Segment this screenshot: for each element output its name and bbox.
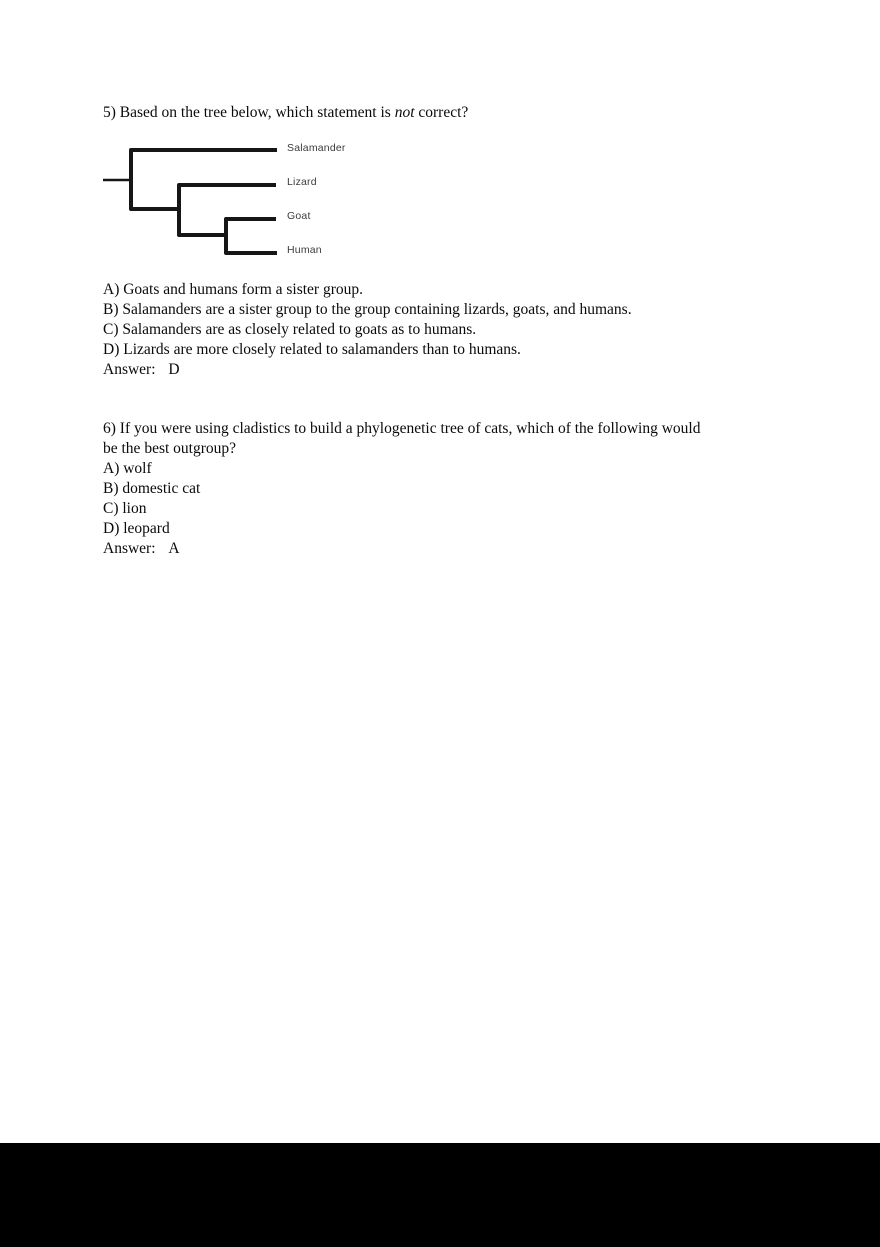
question-5-option-d: D) Lizards are more closely related to salamanders than to humans.	[103, 341, 521, 358]
question-6-prompt-line1: 6) If you were using cladistics to build a phylogenetic tree of cats, which of the following would	[103, 420, 701, 437]
question-6-option-d: D) leopard	[103, 520, 170, 537]
question-6-option-c: C) lion	[103, 500, 147, 517]
tree-label-salamander: Salamander	[287, 142, 346, 154]
question-6-answer-value: A	[168, 540, 180, 557]
tree-label-human: Human	[287, 244, 322, 256]
question-5-answer-label: Answer:	[103, 361, 160, 378]
question-6-answer-label: Answer:	[103, 540, 160, 557]
question-5-option-b: B) Salamanders are a sister group to the group containing lizards, goats, and humans.	[103, 301, 632, 318]
tree-label-lizard: Lizard	[287, 176, 317, 188]
question-5-answer-value: D	[168, 361, 180, 378]
question-5-answer-line	[103, 360, 180, 380]
question-6-option-a: A) wolf	[103, 460, 152, 477]
tree-clade1-bracket	[131, 150, 277, 209]
question-6-answer-line	[103, 539, 180, 559]
question-5-prompt-post: correct?	[414, 104, 469, 121]
tree-label-goat: Goat	[287, 210, 311, 222]
question-5-prompt-pre: 5) Based on the tree below, which statement is	[103, 104, 395, 121]
question-6-option-b: B) domestic cat	[103, 480, 201, 497]
question-5-option-a: A) Goats and humans form a sister group.	[103, 281, 364, 298]
page-bottom-black-region	[0, 1143, 880, 1247]
question-5-prompt-italic: not	[394, 104, 415, 121]
question-6-prompt-line2: be the best outgroup?	[103, 440, 237, 457]
tree-clade3-bracket	[226, 219, 277, 253]
question-5-option-c: C) Salamanders are as closely related to goats as to humans.	[103, 321, 477, 338]
question-5-prompt	[103, 103, 468, 123]
phylogenetic-tree-figure	[100, 138, 370, 264]
